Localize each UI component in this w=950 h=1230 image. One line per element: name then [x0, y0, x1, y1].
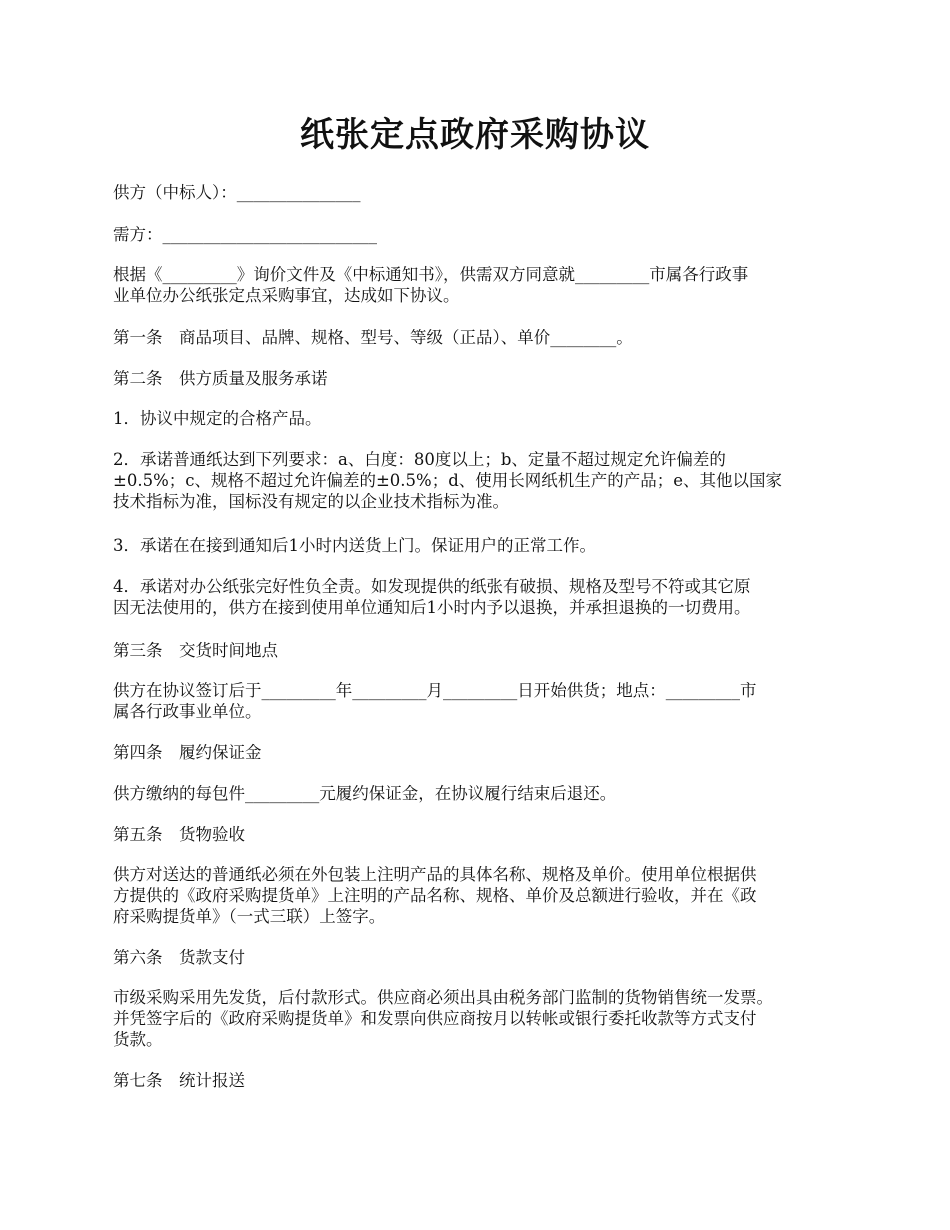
article-7-heading: 第七条 统计报送 [113, 1071, 245, 1090]
item-2-line-2: ±0.5%；c、规格不超过允许偏差的±0.5%；d、使用长网纸机生产的产品；e、其他以国家 [113, 471, 783, 490]
article-2-item-1: 1．协议中规定的合格产品。 [113, 409, 322, 428]
item-4-line-2: 因无法使用的，供方在接到使用单位通知后1小时内予以退换，并承担退换的一切费用。 [113, 598, 751, 617]
item-2-line-1: 2．承诺普通纸达到下列要求：a、白度：80度以上；b、定量不超过规定允许偏差的 [113, 450, 726, 469]
article-3-text [113, 680, 843, 722]
article-6-heading: 第六条 货款支付 [113, 948, 245, 967]
item-2-line-3: 技术指标为准，国标没有规定的以企业技术指标为准。 [113, 492, 509, 511]
article-2-heading: 第二条 供方质量及服务承诺 [113, 369, 328, 388]
article-5-text [113, 864, 843, 927]
article-2-item-4 [113, 576, 843, 618]
article-2-item-2 [113, 449, 843, 512]
art5-line-1: 供方对送达的普通纸必须在外包装上注明产品的具体名称、规格及单价。使用单位根据供 [113, 865, 757, 884]
art5-line-3: 府采购提货单》（一式三联）上签字。 [113, 907, 386, 926]
document-title: 纸张定点政府采购协议 [300, 115, 650, 155]
intro-line-1: 根据《_________》询价文件及《中标通知书》，供需双方同意就_________市属各行政事 [113, 265, 749, 284]
buyer-line: 需方：__________________________ [113, 225, 377, 244]
article-6-text [113, 987, 843, 1050]
art3-line-2: 属各行政事业单位。 [113, 702, 262, 721]
article-5-heading: 第五条 货物验收 [113, 825, 245, 844]
article-4-text: 供方缴纳的每包件_________元履约保证金，在协议履行结束后退还。 [113, 784, 617, 803]
article-3-heading: 第三条 交货时间地点 [113, 641, 278, 660]
art6-line-3: 货款。 [113, 1030, 163, 1049]
art3-line-1: 供方在协议签订后于_________年_________月_________日开始供货；地点：_________市 [113, 681, 757, 700]
item-4-line-1: 4．承诺对办公纸张完好性负全责。如发现提供的纸张有破损、规格及型号不符或其它原 [113, 577, 751, 596]
art6-line-1: 市级采购采用先发货，后付款形式。供应商必须出具由税务部门监制的货物销售统一发票。 [113, 988, 773, 1007]
article-1: 第一条 商品项目、品牌、规格、型号、等级（正品）、单价________。 [113, 328, 633, 347]
intro-line-2: 业单位办公纸张定点采购事宜，达成如下协议。 [113, 286, 460, 305]
article-4-heading: 第四条 履约保证金 [113, 743, 262, 762]
article-2-item-3: 3．承诺在在接到通知后1小时内送货上门。保证用户的正常工作。 [113, 536, 596, 555]
intro-paragraph [113, 264, 843, 306]
art6-line-2: 并凭签字后的《政府采购提货单》和发票向供应商按月以转帐或银行委托收款等方式支付 [113, 1009, 757, 1028]
art5-line-2: 方提供的《政府采购提货单》上注明的产品名称、规格、单价及总额进行验收，并在《政 [113, 886, 757, 905]
supplier-line: 供方（中标人）：_______________ [113, 183, 361, 202]
